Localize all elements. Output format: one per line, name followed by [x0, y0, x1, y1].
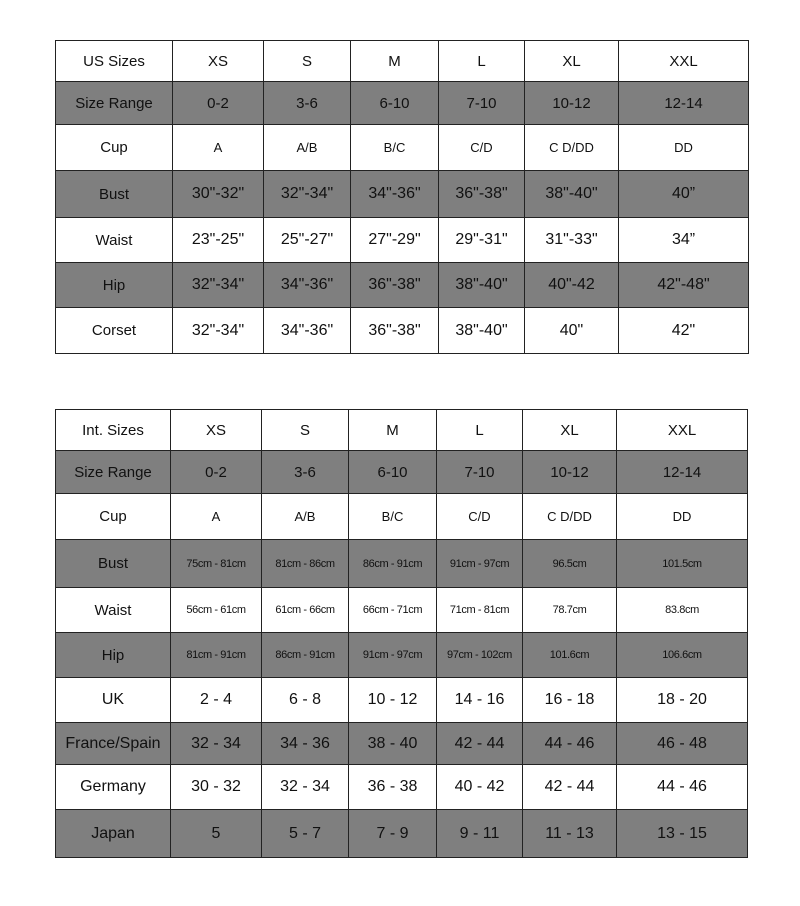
cell: 5: [171, 810, 262, 858]
row-label: Japan: [56, 810, 171, 858]
int-row-japan: [56, 810, 748, 858]
cell: 36"-38": [439, 171, 525, 218]
cell: 96.5cm: [523, 540, 617, 588]
cell: 36 - 38: [349, 765, 437, 810]
cell: 101.5cm: [617, 540, 748, 588]
us-row-sizes: [56, 41, 749, 82]
cell: 106.6cm: [617, 633, 748, 678]
int-row-bust: [56, 540, 748, 588]
row-label: Cup: [56, 494, 171, 540]
cell: 12-14: [619, 82, 749, 125]
cell: 6 - 8: [262, 678, 349, 723]
cell: 83.8cm: [617, 588, 748, 633]
cell: 44 - 46: [617, 765, 748, 810]
cell: B/C: [351, 125, 439, 171]
cell: 42 - 44: [523, 765, 617, 810]
row-label: Bust: [56, 171, 173, 218]
row-label: Waist: [56, 218, 173, 263]
us-row-hip: [56, 263, 749, 308]
us-row-waist: [56, 218, 749, 263]
row-label: France/Spain: [56, 723, 171, 765]
cell: 46 - 48: [617, 723, 748, 765]
cell: 75cm - 81cm: [171, 540, 262, 588]
row-label: Waist: [56, 588, 171, 633]
cell: 34"-36": [264, 263, 351, 308]
cell: A: [173, 125, 264, 171]
cell: 3-6: [264, 82, 351, 125]
cell: 86cm - 91cm: [349, 540, 437, 588]
cell: 81cm - 91cm: [171, 633, 262, 678]
cell: 32"-34": [173, 263, 264, 308]
cell: 32 - 34: [171, 723, 262, 765]
cell: 30 - 32: [171, 765, 262, 810]
cell: 5 - 7: [262, 810, 349, 858]
cell: 7-10: [437, 451, 523, 494]
int-size-table: [55, 409, 748, 858]
cell: 36"-38": [351, 263, 439, 308]
cell: XS: [171, 410, 262, 451]
cell: C D/DD: [523, 494, 617, 540]
cell: 30"-32": [173, 171, 264, 218]
cell: A: [171, 494, 262, 540]
cell: L: [437, 410, 523, 451]
int-row-sizes: [56, 410, 748, 451]
cell: XXL: [619, 41, 749, 82]
cell: 34"-36": [264, 308, 351, 354]
int-row-hip: [56, 633, 748, 678]
cell: 10 - 12: [349, 678, 437, 723]
cell: 97cm - 102cm: [437, 633, 523, 678]
cell: L: [439, 41, 525, 82]
cell: 32"-34": [173, 308, 264, 354]
cell: 40": [525, 308, 619, 354]
cell: 6-10: [349, 451, 437, 494]
int-row-waist: [56, 588, 748, 633]
cell: 7-10: [439, 82, 525, 125]
row-label: Corset: [56, 308, 173, 354]
cell: 9 - 11: [437, 810, 523, 858]
cell: 101.6cm: [523, 633, 617, 678]
cell: 3-6: [262, 451, 349, 494]
row-label: Germany: [56, 765, 171, 810]
cell: 34”: [619, 218, 749, 263]
cell: 56cm - 61cm: [171, 588, 262, 633]
row-label: Size Range: [56, 82, 173, 125]
int-size-table-body: [56, 410, 748, 858]
cell: 36"-38": [351, 308, 439, 354]
cell: XL: [525, 41, 619, 82]
cell: 91cm - 97cm: [349, 633, 437, 678]
cell: 11 - 13: [523, 810, 617, 858]
cell: 34 - 36: [262, 723, 349, 765]
int-row-cup: [56, 494, 748, 540]
cell: C D/DD: [525, 125, 619, 171]
cell: 81cm - 86cm: [262, 540, 349, 588]
cell: 71cm - 81cm: [437, 588, 523, 633]
cell: 40”: [619, 171, 749, 218]
int-row-size-range: [56, 451, 748, 494]
cell: 18 - 20: [617, 678, 748, 723]
cell: 14 - 16: [437, 678, 523, 723]
us-size-table: [55, 40, 749, 354]
cell: 32 - 34: [262, 765, 349, 810]
cell: 27"-29": [351, 218, 439, 263]
cell: 44 - 46: [523, 723, 617, 765]
row-label: Size Range: [56, 451, 171, 494]
cell: 32"-34": [264, 171, 351, 218]
cell: S: [262, 410, 349, 451]
cell: C/D: [439, 125, 525, 171]
cell: B/C: [349, 494, 437, 540]
cell: S: [264, 41, 351, 82]
cell: 0-2: [173, 82, 264, 125]
cell: 42": [619, 308, 749, 354]
cell: DD: [617, 494, 748, 540]
cell: 10-12: [525, 82, 619, 125]
cell: 25"-27": [264, 218, 351, 263]
us-row-size-range: [56, 82, 749, 125]
cell: 7 - 9: [349, 810, 437, 858]
cell: 23"-25": [173, 218, 264, 263]
row-label: UK: [56, 678, 171, 723]
cell: 42 - 44: [437, 723, 523, 765]
cell: XS: [173, 41, 264, 82]
cell: 38 - 40: [349, 723, 437, 765]
row-label: Hip: [56, 263, 173, 308]
row-label: Hip: [56, 633, 171, 678]
cell: A/B: [264, 125, 351, 171]
cell: DD: [619, 125, 749, 171]
cell: A/B: [262, 494, 349, 540]
cell: M: [349, 410, 437, 451]
row-label: US Sizes: [56, 41, 173, 82]
cell: 42"-48": [619, 263, 749, 308]
us-row-cup: [56, 125, 749, 171]
cell: 31"-33": [525, 218, 619, 263]
cell: 40"-42: [525, 263, 619, 308]
cell: M: [351, 41, 439, 82]
int-row-uk: [56, 678, 748, 723]
cell: 38"-40": [525, 171, 619, 218]
cell: 91cm - 97cm: [437, 540, 523, 588]
int-row-germany: [56, 765, 748, 810]
us-row-corset: [56, 308, 749, 354]
cell: 61cm - 66cm: [262, 588, 349, 633]
cell: 38"-40": [439, 263, 525, 308]
cell: 40 - 42: [437, 765, 523, 810]
row-label: Bust: [56, 540, 171, 588]
cell: 86cm - 91cm: [262, 633, 349, 678]
cell: 66cm - 71cm: [349, 588, 437, 633]
cell: 16 - 18: [523, 678, 617, 723]
cell: XL: [523, 410, 617, 451]
cell: 12-14: [617, 451, 748, 494]
cell: 0-2: [171, 451, 262, 494]
cell: 34"-36": [351, 171, 439, 218]
us-row-bust: [56, 171, 749, 218]
cell: XXL: [617, 410, 748, 451]
cell: 78.7cm: [523, 588, 617, 633]
cell: 29"-31": [439, 218, 525, 263]
int-row-france-spain: [56, 723, 748, 765]
us-size-table-body: [56, 41, 749, 354]
cell: 6-10: [351, 82, 439, 125]
cell: 13 - 15: [617, 810, 748, 858]
cell: 2 - 4: [171, 678, 262, 723]
row-label: Int. Sizes: [56, 410, 171, 451]
cell: C/D: [437, 494, 523, 540]
cell: 10-12: [523, 451, 617, 494]
row-label: Cup: [56, 125, 173, 171]
cell: 38"-40": [439, 308, 525, 354]
